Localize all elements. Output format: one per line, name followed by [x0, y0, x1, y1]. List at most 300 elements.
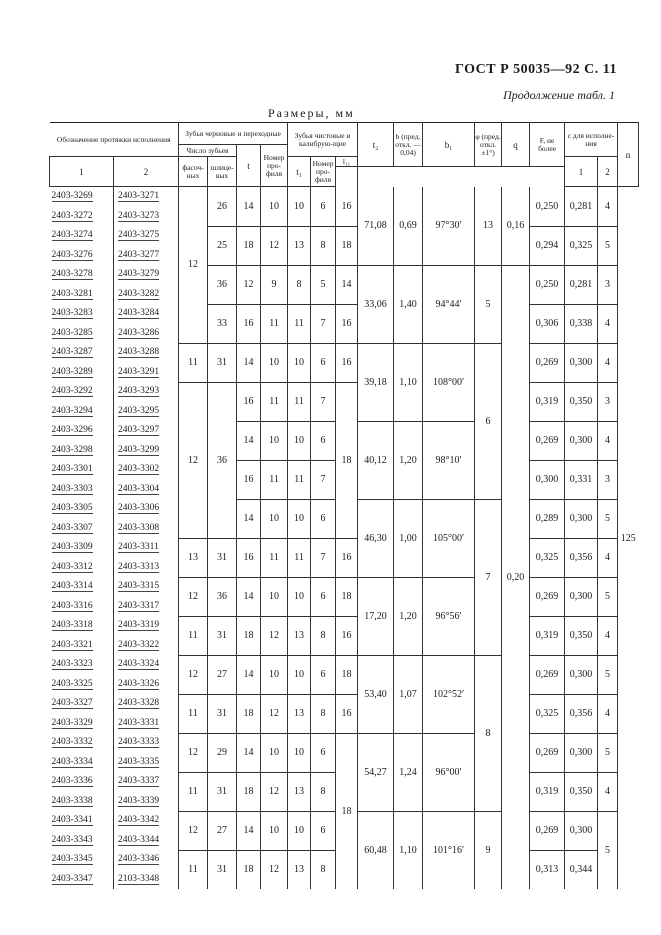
- shlits-value: 31: [208, 694, 237, 733]
- profile2-value: 5: [311, 265, 336, 304]
- c2-value: 0,350: [565, 382, 598, 421]
- c2-value: 0,300: [565, 733, 598, 772]
- designation-1: [50, 714, 114, 734]
- designation-1-text: 2403-3343: [51, 834, 93, 845]
- fasoch-value: 13: [179, 538, 208, 577]
- b1-value: 1,00: [394, 499, 423, 577]
- q-value: 6: [475, 343, 502, 499]
- profile-value: 10: [261, 811, 288, 850]
- designation-2-text: 2403-3322: [118, 639, 160, 650]
- th-b: b (пред. откл. —0,04): [394, 123, 423, 167]
- th-teeth-count: Число зубьев: [179, 145, 237, 157]
- c1-value: 0,300: [530, 460, 565, 499]
- fasoch-value: 12: [179, 811, 208, 850]
- designation-1-text: 2403-3336: [51, 776, 93, 787]
- designation-2: [114, 441, 179, 461]
- t1-value: 10: [288, 733, 311, 772]
- fasoch-value: 12: [179, 655, 208, 694]
- designation-2-text: 2403-3271: [118, 191, 160, 202]
- shlits-value: 31: [208, 772, 237, 811]
- designation-1-text: 2403-3298: [51, 444, 93, 455]
- t-value: 18: [237, 850, 261, 889]
- phi-value: 94°44′: [423, 265, 475, 343]
- n-value: 4: [598, 187, 618, 227]
- t-value: 18: [237, 694, 261, 733]
- profile-value: 12: [261, 850, 288, 889]
- shlits-value: 36: [208, 382, 237, 538]
- t-value: 18: [237, 772, 261, 811]
- t2-value: 16: [336, 616, 358, 655]
- designation-1-text: 2403-3283: [51, 308, 93, 319]
- c1-value: 0,269: [530, 421, 565, 460]
- c2-value: 0,300: [565, 655, 598, 694]
- designation-2-text: 2403-3326: [118, 678, 160, 689]
- shlits-value: 29: [208, 733, 237, 772]
- th-t1: t₁: [288, 157, 311, 187]
- table-row: [50, 304, 639, 324]
- t1-value: 13: [288, 694, 311, 733]
- designation-2: [114, 480, 179, 500]
- designation-1-text: 2403-3323: [51, 659, 93, 670]
- b-value: 54,27: [358, 733, 394, 811]
- b1-value: 1,20: [394, 577, 423, 655]
- profile-value: 10: [261, 655, 288, 694]
- profile2-value: 8: [311, 694, 336, 733]
- designation-1-text: 2403-3269: [51, 191, 93, 202]
- shlits-value: 26: [208, 187, 237, 227]
- b1-value: 1,20: [394, 421, 423, 499]
- t-value: 18: [237, 226, 261, 265]
- c1-value: 0,269: [530, 733, 565, 772]
- t1-value: 13: [288, 772, 311, 811]
- t-value: 14: [237, 499, 261, 538]
- designation-1-text: 2403-3272: [51, 210, 93, 221]
- designation-2: [114, 226, 179, 246]
- designation-1: [50, 694, 114, 714]
- designation-2: [114, 246, 179, 266]
- c1-value: 0,313: [530, 850, 565, 889]
- designation-2-text: 2403-3328: [118, 698, 160, 709]
- designation-2: [114, 499, 179, 519]
- th-l11: l₁₁: [336, 157, 358, 167]
- designation-2-text: 2403-3286: [118, 327, 160, 338]
- b-value: 33,06: [358, 265, 394, 343]
- designation-2-text: 2403-3293: [118, 386, 160, 397]
- profile-value: 11: [261, 382, 288, 421]
- designation-2-text: 2403-3284: [118, 308, 160, 319]
- designation-1: [50, 538, 114, 558]
- phi-value: 96°00′: [423, 733, 475, 811]
- c1-value: 0,306: [530, 304, 565, 343]
- designation-2-text: 2403-3315: [118, 581, 160, 592]
- c2-value: 0,300: [565, 343, 598, 382]
- c2-value: 0,338: [565, 304, 598, 343]
- designation-2: [114, 363, 179, 383]
- t1-value: 10: [288, 343, 311, 382]
- designation-1-text: 2403-3278: [51, 269, 93, 280]
- designation-1: [50, 421, 114, 441]
- c1-value: 0,269: [530, 577, 565, 616]
- designation-1: [50, 324, 114, 344]
- t-value: 14: [237, 733, 261, 772]
- profile2-value: 6: [311, 187, 336, 227]
- c1-value: 0,269: [530, 655, 565, 694]
- designation-2: [114, 343, 179, 363]
- designation-1: [50, 402, 114, 422]
- designation-2-text: 2403-3306: [118, 503, 160, 514]
- phi-value: 101°16′: [423, 811, 475, 889]
- c1-value: 0,319: [530, 772, 565, 811]
- c1-value: 0,250: [530, 265, 565, 304]
- n-value: 4: [598, 694, 618, 733]
- profile-value: 11: [261, 538, 288, 577]
- designation-2-text: 2403-3319: [118, 620, 160, 631]
- profile-value: 12: [261, 772, 288, 811]
- fasoch-value: 11: [179, 850, 208, 889]
- n-value: 5: [598, 655, 618, 694]
- designation-1-text: 2403-3347: [51, 873, 93, 884]
- c1-value: 0,294: [530, 226, 565, 265]
- designation-2-text: 2403-3342: [118, 815, 160, 826]
- n-value: 4: [598, 538, 618, 577]
- designation-1-text: 2403-3303: [51, 483, 93, 494]
- t1-value: 10: [288, 187, 311, 227]
- n-value: 4: [598, 304, 618, 343]
- designation-1: [50, 480, 114, 500]
- designation-2-text: 2403-3339: [118, 795, 160, 806]
- t1-value: 8: [288, 265, 311, 304]
- b-value: 60,48: [358, 811, 394, 889]
- th-num-2: 2: [114, 157, 179, 187]
- fasoch-value: 12: [179, 733, 208, 772]
- designation-1: [50, 616, 114, 636]
- designation-2: [114, 285, 179, 305]
- profile-value: 11: [261, 304, 288, 343]
- designation-2: [114, 324, 179, 344]
- F-value: 0,20: [502, 265, 530, 889]
- profile-value: 11: [261, 460, 288, 499]
- th-c1: 1: [565, 157, 598, 187]
- t-value: 14: [237, 187, 261, 227]
- t2-value: 16: [336, 187, 358, 227]
- designation-1-text: 2403-3307: [51, 522, 93, 533]
- table-row: [50, 265, 639, 285]
- designation-1-text: 2403-3327: [51, 698, 93, 709]
- designation-1: [50, 850, 114, 870]
- designation-2: [114, 402, 179, 422]
- c1-value: 0,289: [530, 499, 565, 538]
- designation-1-text: 2403-3321: [51, 639, 93, 650]
- designation-1-text: 2403-3318: [51, 620, 93, 631]
- t1-value: 10: [288, 655, 311, 694]
- profile2-value: 8: [311, 772, 336, 811]
- t1-value: 11: [288, 538, 311, 577]
- profile-value: 12: [261, 226, 288, 265]
- profile2-value: 6: [311, 655, 336, 694]
- designation-2: [114, 655, 179, 675]
- designation-1: [50, 207, 114, 227]
- designation-1-text: 2403-3285: [51, 327, 93, 338]
- b-value: 40,12: [358, 421, 394, 499]
- designation-1: [50, 187, 114, 207]
- designation-1-text: 2403-3276: [51, 249, 93, 260]
- n-value: 4: [598, 343, 618, 382]
- table-row: [50, 343, 639, 363]
- profile2-value: 6: [311, 577, 336, 616]
- b-value: 53,40: [358, 655, 394, 733]
- designation-1-text: 2403-3314: [51, 581, 93, 592]
- profile2-value: 6: [311, 343, 336, 382]
- designation-1: [50, 733, 114, 753]
- shlits-value: 36: [208, 577, 237, 616]
- th-num-1: 1: [50, 157, 114, 187]
- designation-1-text: 2403-3341: [51, 815, 93, 826]
- table-row: [50, 538, 639, 558]
- th-teeth-group: Зубья черновые и переходные: [179, 123, 288, 145]
- c2-value: 0,325: [565, 226, 598, 265]
- t2-value: 18: [336, 226, 358, 265]
- designation-2: [114, 460, 179, 480]
- t1-value: 13: [288, 850, 311, 889]
- n-value: 5: [598, 811, 618, 889]
- designation-1-text: 2403-3329: [51, 717, 93, 728]
- n-value: 3: [598, 460, 618, 499]
- designation-1: [50, 304, 114, 324]
- designation-2-text: 2403-3313: [118, 561, 160, 572]
- shlits-value: 31: [208, 538, 237, 577]
- designation-1: [50, 363, 114, 383]
- shlits-value: 33: [208, 304, 237, 343]
- b1-value: 1,10: [394, 343, 423, 421]
- table-row: [50, 577, 639, 597]
- designation-1: [50, 382, 114, 402]
- designation-1: [50, 519, 114, 539]
- designation-2-text: 2403-3337: [118, 776, 160, 787]
- designation-2: [114, 519, 179, 539]
- designation-1-text: 2403-3345: [51, 854, 93, 865]
- th-q: q: [502, 123, 530, 167]
- th-phi: φ (пред. откл. ±1°): [475, 123, 502, 167]
- designation-1: [50, 636, 114, 656]
- table-row: [50, 187, 639, 207]
- designation-1: [50, 597, 114, 617]
- designation-1: [50, 265, 114, 285]
- q-value: 9: [475, 811, 502, 889]
- designation-1-text: 2403-3296: [51, 425, 93, 436]
- designation-1: [50, 753, 114, 773]
- fasoch-value: 12: [179, 187, 208, 344]
- designation-1: [50, 831, 114, 851]
- table-row: [50, 655, 639, 675]
- designation-2-text: 2403-3331: [118, 717, 160, 728]
- designation-2: [114, 265, 179, 285]
- designation-1: [50, 792, 114, 812]
- n-value: 5: [598, 499, 618, 538]
- profile-value: 9: [261, 265, 288, 304]
- c2-value: 0,350: [565, 772, 598, 811]
- table-row: [50, 616, 639, 636]
- profile-value: 10: [261, 577, 288, 616]
- n-value: 3: [598, 265, 618, 304]
- c1-value: 0,319: [530, 382, 565, 421]
- shlits-value: 31: [208, 616, 237, 655]
- designation-2: [114, 421, 179, 441]
- c2-value: 0,300: [565, 421, 598, 460]
- c2-value: 0,350: [565, 616, 598, 655]
- designation-2: [114, 772, 179, 792]
- profile-value: 10: [261, 499, 288, 538]
- designation-1: [50, 343, 114, 363]
- q-value: 13: [475, 187, 502, 266]
- designation-1: [50, 675, 114, 695]
- designation-1-text: 2403-3294: [51, 405, 93, 416]
- designation-2-text: 2403-3324: [118, 659, 160, 670]
- profile-value: 10: [261, 187, 288, 227]
- table-row: [50, 382, 639, 402]
- b-value: 46,30: [358, 499, 394, 577]
- designation-2: [114, 538, 179, 558]
- profile-value: 10: [261, 343, 288, 382]
- designation-1: [50, 460, 114, 480]
- designation-1-text: 2403-3301: [51, 464, 93, 475]
- designation-1-text: 2403-3287: [51, 347, 93, 358]
- designation-2-text: 2403-3335: [118, 756, 160, 767]
- designation-2-text: 2403-3291: [118, 366, 160, 377]
- n-value: 4: [598, 772, 618, 811]
- b1-value: 1,40: [394, 265, 423, 343]
- c2-value: 0,331: [565, 460, 598, 499]
- c2-value: 0,300: [565, 577, 598, 616]
- t-value: 12: [237, 265, 261, 304]
- designation-2-text: 2403-3275: [118, 230, 160, 241]
- th-t2: t₂: [358, 123, 394, 167]
- th-profile-no: Номер про-филя: [261, 145, 288, 187]
- phi-value: 105°00′: [423, 499, 475, 577]
- designation-2: [114, 850, 179, 870]
- th-c-group: c для исполне-ния: [565, 123, 618, 157]
- l11-value: 125: [618, 187, 639, 890]
- t-value: 16: [237, 382, 261, 421]
- profile2-value: 6: [311, 499, 336, 538]
- fasoch-value: 12: [179, 382, 208, 538]
- table-row: [50, 694, 639, 714]
- profile2-value: 8: [311, 226, 336, 265]
- designation-2-text: 2403-3282: [118, 288, 160, 299]
- t1-value: 13: [288, 616, 311, 655]
- t1-value: 11: [288, 460, 311, 499]
- n-value: 5: [598, 577, 618, 616]
- th-fasoch: фасоч-ных: [179, 157, 208, 187]
- designation-2: [114, 187, 179, 207]
- profile2-value: 8: [311, 616, 336, 655]
- th-finish-group: Зубья чистовые и калибрую-щие: [288, 123, 358, 157]
- t1-value: 10: [288, 577, 311, 616]
- t1-value: 11: [288, 304, 311, 343]
- specs-table: [49, 122, 639, 889]
- th-b1: b₁: [423, 123, 475, 167]
- t-value: 14: [237, 577, 261, 616]
- designation-2-text: 2403-3279: [118, 269, 160, 280]
- designation-2-text: 2403-3288: [118, 347, 160, 358]
- shlits-value: 31: [208, 343, 237, 382]
- profile2-value: 6: [311, 733, 336, 772]
- designation-1: [50, 285, 114, 305]
- shlits-value: 27: [208, 811, 237, 850]
- c1-value: 0,325: [530, 538, 565, 577]
- t2-value: 16: [336, 694, 358, 733]
- shlits-value: 31: [208, 850, 237, 889]
- t2-value: 18: [336, 733, 358, 889]
- designation-2-text: 2403-3302: [118, 464, 160, 475]
- designation-2-text: 2403-3304: [118, 483, 160, 494]
- profile2-value: 6: [311, 421, 336, 460]
- designation-1-text: 2403-3332: [51, 737, 93, 748]
- t-value: 16: [237, 460, 261, 499]
- th-gap: [336, 167, 358, 187]
- designation-1: [50, 558, 114, 578]
- t2-value: 18: [336, 382, 358, 538]
- t2-value: 18: [336, 577, 358, 616]
- t1-value: 11: [288, 382, 311, 421]
- c1-value: 0,269: [530, 343, 565, 382]
- profile-value: 10: [261, 421, 288, 460]
- profile2-value: 8: [311, 850, 336, 889]
- b1-value: 0,69: [394, 187, 423, 266]
- designation-2-text: 2403-3333: [118, 737, 160, 748]
- designation-2-text: 2403-3346: [118, 854, 160, 865]
- t2-value: 16: [336, 304, 358, 343]
- table-continuation: Продолжение табл. 1: [503, 88, 615, 102]
- th-profile-no2: Номер про-филя: [311, 157, 336, 187]
- designation-2: [114, 597, 179, 617]
- designation-2: [114, 694, 179, 714]
- phi-value: 102°52′: [423, 655, 475, 733]
- phi-value: 97°30′: [423, 187, 475, 266]
- designation-2-text: 2403-3273: [118, 210, 160, 221]
- n-value: 5: [598, 733, 618, 772]
- designation-1: [50, 441, 114, 461]
- designation-1: [50, 772, 114, 792]
- th-c2: 2: [598, 157, 618, 187]
- th-F: F, не более: [530, 123, 565, 167]
- designation-1: [50, 811, 114, 831]
- n-value: 4: [598, 616, 618, 655]
- phi-value: 98°10′: [423, 421, 475, 499]
- shlits-value: 36: [208, 265, 237, 304]
- t2-value: 16: [336, 538, 358, 577]
- t-value: 14: [237, 343, 261, 382]
- designation-2-text: 2403-3299: [118, 444, 160, 455]
- designation-2: [114, 382, 179, 402]
- designation-2-text: 2403-3317: [118, 600, 160, 611]
- q-value: 7: [475, 499, 502, 655]
- designation-2-text: 2403-3277: [118, 249, 160, 260]
- table-body: [50, 187, 639, 890]
- th-shlits: шлице-вых: [208, 157, 237, 187]
- designation-1-text: 2403-3305: [51, 503, 93, 514]
- designation-2: [114, 792, 179, 812]
- designation-1: [50, 870, 114, 890]
- designation-1: [50, 499, 114, 519]
- profile-value: 10: [261, 733, 288, 772]
- designation-2: [114, 636, 179, 656]
- designation-2: [114, 870, 179, 890]
- th-n: n: [618, 123, 639, 187]
- t1-value: 10: [288, 811, 311, 850]
- profile2-value: 7: [311, 538, 336, 577]
- b-value: 71,08: [358, 187, 394, 266]
- c2-value: 0,281: [565, 265, 598, 304]
